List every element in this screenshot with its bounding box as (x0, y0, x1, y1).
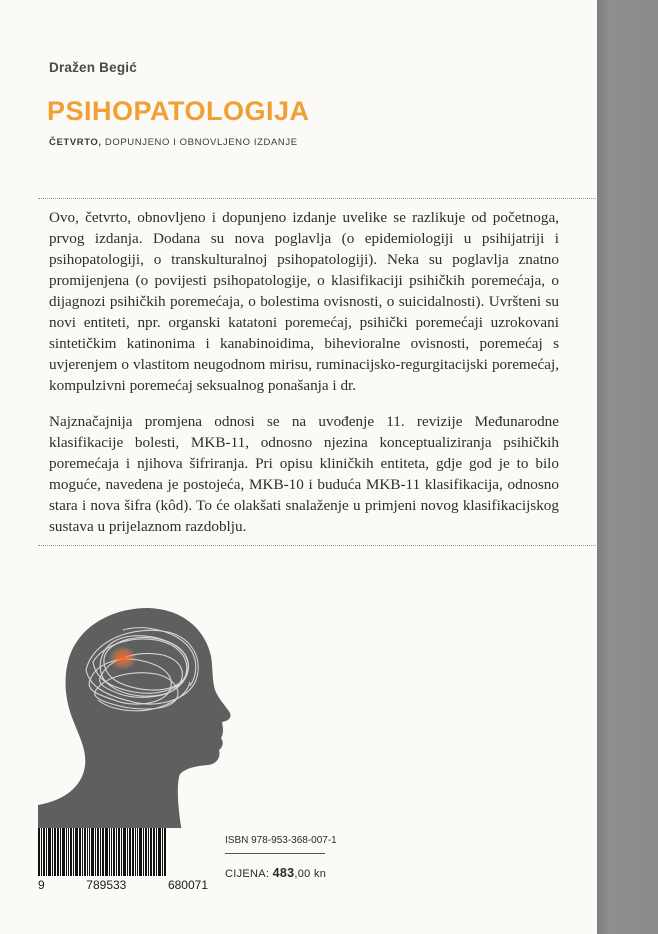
blurb (49, 207, 559, 537)
book-title: PSIHOPATOLOGIJA (47, 96, 310, 126)
barcode-digits (38, 878, 208, 892)
dotted-divider-bottom (38, 545, 598, 546)
highlight-glow (109, 646, 137, 670)
author-name: Dražen Begić (49, 60, 137, 75)
price-decimals: ,00 kn (294, 868, 327, 880)
edition-line (49, 137, 298, 148)
blurb-paragraph: Ovo, četvrto, obnovljeno i dopunjeno izdanje uvelike se razlikuje od početnoga, prvog izdanja. Dodana su nova poglavlja (o epidemiologiji u psihijatriji i psihopatologiji, o transkulturalnoj psihopatologiji). Neka su poglavlja znatno promijenjena (o povijesti psihopatologije, o klasifikaciji psihičkih poremećaja, o dijagnozi psihičkih poremećaja, o bolestima ovisnosti, o suicidalnosti). Uvršteni su novi entiteti, npr. organski katatoni poremećaj, psihički poremećaji uzrokovani sintetičkim katinonima i kanabinoidima, bihevioralne ovisnosti, poremećaj s uvjerenjem o vlastitom neugodnom mirisu, ruminacijsko-regurgitacijski poremećaj, kompulzivni poremećaj seksualnog ponašanja i dr. (49, 209, 559, 394)
barcode (38, 828, 198, 876)
barcode-group-2: 680071 (167, 878, 208, 892)
barcode-group-1: 789533 (86, 878, 127, 892)
price-amount: 483 (272, 866, 295, 880)
price-line (225, 866, 326, 880)
isbn-number: ISBN 978-953-368-007-1 (225, 835, 337, 846)
head-shape (38, 608, 231, 832)
book-spine (597, 0, 658, 934)
barcode-first-digit: 9 (38, 878, 45, 892)
blurb-paragraph: Najznačajnija promjena odnosi se na uvođenje 11. revizije Međunarodne klasifikacije bolesti, MKB-11, odnosno njezina konceptualiziranja psihičkih poremećaja i njihova šifriranja. Pri opisu kliničkih entiteta, gdje god je to bilo moguće, navedena je postojeća, MKB-10 i buduća MKB-11 klasifikacija, odnosno stara i nova šifra (kôd). To će olakšati snalaženje u primjeni novog klasifikacijskog sustava u prijelaznom razdoblju. (49, 413, 559, 535)
isbn-divider (225, 853, 325, 854)
dotted-divider-top (38, 198, 598, 199)
edition-bold: ČETVRTO, (49, 137, 102, 148)
head-silhouette-illustration (38, 600, 238, 832)
edition-rest: DOPUNJENO I OBNOVLJENO IZDANJE (104, 137, 298, 148)
price-label: CIJENA: (225, 868, 270, 880)
